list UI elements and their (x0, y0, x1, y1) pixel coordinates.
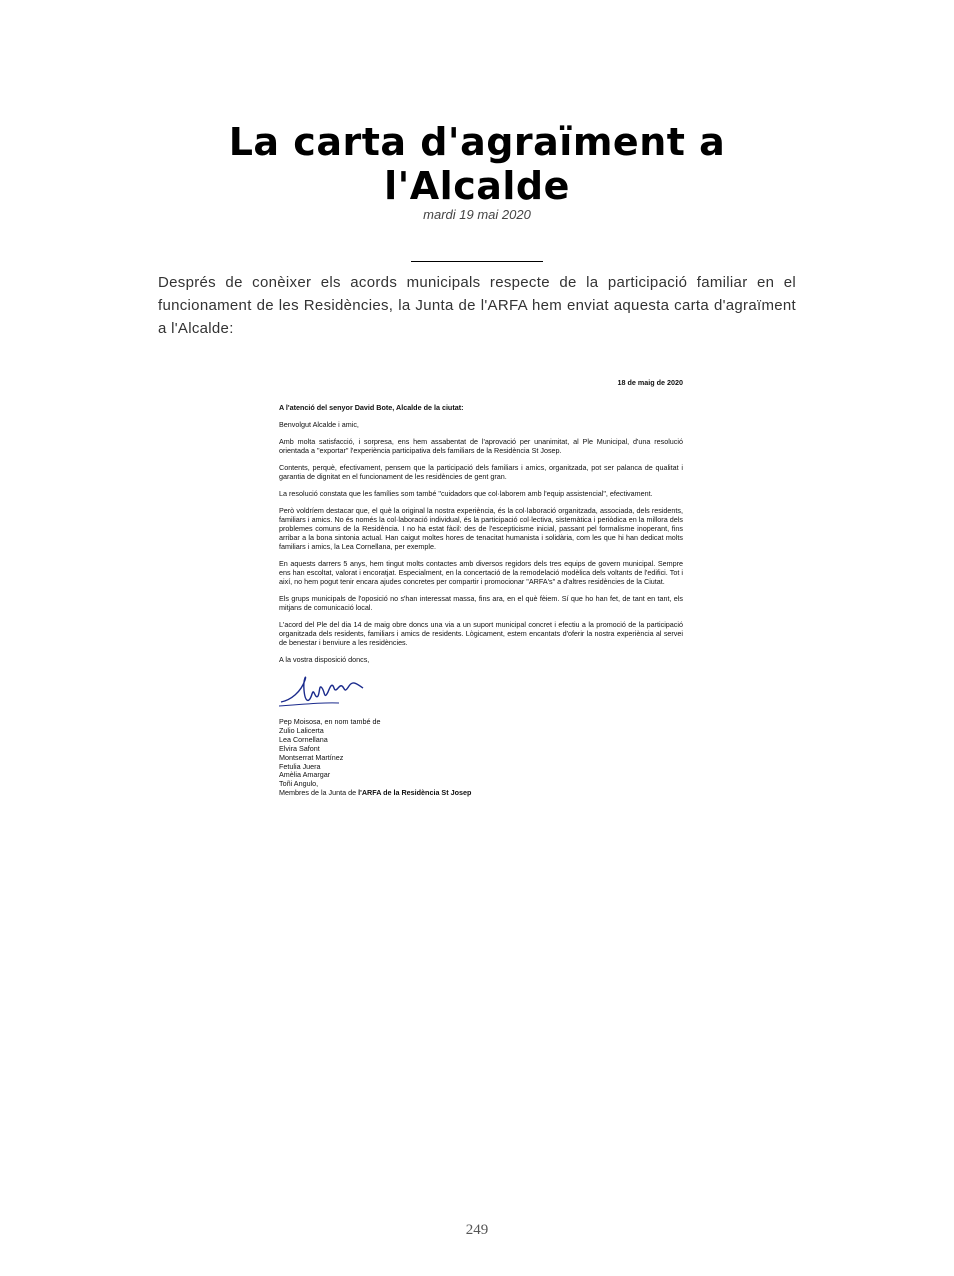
signatory: Amèlia Amargar (279, 770, 331, 780)
letter-greeting: Benvolgut Alcalde i amic, (279, 420, 359, 429)
separator-rule (411, 261, 543, 262)
letter-image (279, 378, 683, 798)
page-number: 249 (465, 1222, 489, 1238)
letter-paragraph: Els grups municipals de l'oposició no s'han interessat massa, fins ara, en el què fèiem. Sí que ho han fet, de tant en tant, els mitjans de comunicació local. (279, 594, 683, 612)
signatory: Zulio Lalicerta (279, 725, 324, 735)
publication-date: mardi 19 mai 2020 (423, 207, 531, 222)
signatory: Lea Cornellana (279, 734, 328, 744)
signatory: Toñi Angulo, (279, 779, 319, 789)
letter-date: 18 de maig de 2020 (617, 378, 683, 387)
handwritten-signature (279, 672, 683, 712)
letter-attention: A l'atenció del senyor David Bote, Alcalde de la ciutat: (279, 403, 464, 412)
letter-paragraph: Però voldríem destacar que, el què la original la nostra experiència, és la col·laboració organitzada, associada, dels residents, familiars i amics. No és només la col·laboració individual, és la participació col·lectiva, sistemàtica i periòdica en la millora dels problemes comuns de la Residència. I no ha estat fàcil: des de l'escepticisme inicial, passant pel formalisme inoperant, fins arribar a la bona sintonia actual. Han caigut moltes hores de tenacitat humanista i solidària, com les que hi han dedicat molts familiars i amics, la Lea Cornellana, per exemple. (279, 506, 683, 551)
footer-org: l'ARFA de la Residència St Josep (358, 788, 472, 798)
footer-prefix: Membres de la Junta de (279, 788, 359, 798)
letter-footer (279, 789, 683, 798)
letter-closing: A la vostra disposició doncs, (279, 655, 370, 664)
article-title: La carta d'agraïment a l'Alcalde (228, 120, 726, 208)
signatory: Pep Moisosa, en nom també de (279, 717, 381, 726)
letter-paragraph: En aquests darrers 5 anys, hem tingut molts contactes amb diversos regidors dels tres equips de govern municipal. Sempre ens han escoltat, valorat i encoratjat. Especialment, en la concertació de la remodelació modèlica dels voltants de l'edifici. Tot i així, no hem pogut tenir encara ajudes concretes per compartir i promocionar "ARFA's" a d'altres residències de la Ciutat. (279, 559, 683, 586)
signatory: Fetulia Juera (279, 761, 321, 771)
letter-paragraph: L'acord del Ple del dia 14 de maig obre doncs una via a un suport municipal concret i efectiu a la promoció de la participació organitzada dels residents, familiars i amics de residents. Lògicament, estem encantats d'oferir la nostra experiència al servei de benestar i benviure a les residències. (279, 620, 683, 647)
signatory: Elvira Safont (279, 743, 320, 753)
intro-paragraph: Després de conèixer els acords municipals respecte de la participació familiar en el funcionament de les Residències, la Junta de l'ARFA hem enviat aquesta carta d'agraïment a l'Alcalde: (158, 274, 796, 337)
letter-paragraph: Amb molta satisfacció, i sorpresa, ens hem assabentat de l'aprovació per unanimitat, al Ple Municipal, d'una resolució orientada a "exportar" l'experiència participativa dels familiars de la Residència St Josep. (279, 437, 683, 455)
letter-paragraph: La resolució constata que les famílies som també "cuidadors que col·laborem amb l'equip assistencial", efectivament. (279, 489, 653, 498)
letter-paragraph: Contents, perquè, efectivament, pensem que la participació dels familiars i amics, organitzada, pot ser palanca de qualitat i garantia de dignitat en el funcionament de les residències de gent gran. (279, 463, 683, 481)
signatories-list (279, 718, 683, 798)
signatory: Montserrat Martínez (279, 752, 344, 762)
